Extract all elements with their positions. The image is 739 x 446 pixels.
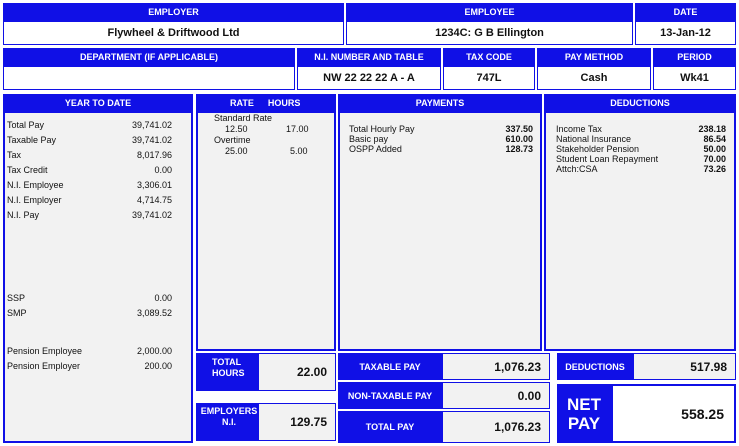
ytd-item-row — [7, 195, 172, 205]
ytd-item-value: 39,741.02 — [131, 120, 172, 130]
payment-item-label: Basic pay — [349, 134, 389, 144]
payment-item-label: Total Hourly Pay — [349, 124, 415, 134]
payment-item-label: OSPP Added — [349, 144, 402, 154]
net-pay-value: 558.25 — [611, 384, 736, 443]
payment-item-value: 610.00 — [505, 134, 533, 144]
payment-item-value: 337.50 — [505, 124, 533, 134]
ytd-item-value: 0.00 — [154, 165, 172, 175]
deduction-item-label: Income Tax — [556, 124, 602, 134]
ni-number-header: N.I. NUMBER AND TABLE — [297, 48, 441, 66]
ytd-item-value: 3,306.01 — [136, 180, 172, 190]
employer-header: EMPLOYER — [3, 3, 344, 21]
rate-item-1-name: Overtime — [214, 135, 251, 145]
department-header: DEPARTMENT (IF APPLICABLE) — [3, 48, 295, 66]
ytd-item-row — [7, 210, 172, 220]
payment-item-row — [349, 144, 533, 154]
ytd-pension-employer-value: 200.00 — [144, 361, 172, 371]
employee-header: EMPLOYEE — [346, 3, 633, 21]
employer-value: Flywheel & Driftwood Ltd — [3, 21, 344, 45]
ytd-smp-value: 3,089.52 — [136, 308, 172, 318]
non-taxable-pay-label: NON-TAXABLE PAY — [338, 382, 442, 409]
deductions-header: DEDUCTIONS — [544, 94, 736, 111]
period-value: Wk41 — [653, 66, 736, 90]
ytd-ssp-row — [7, 293, 172, 303]
ytd-header: YEAR TO DATE — [3, 94, 193, 111]
rate-hours-header — [196, 94, 336, 111]
deduction-item-row — [556, 134, 726, 144]
deduction-item-value: 73.26 — [703, 164, 726, 174]
tax-code-value: 747L — [443, 66, 535, 90]
net-pay-label — [557, 384, 611, 443]
rate-item-0-name: Standard Rate — [214, 113, 273, 123]
date-value: 13-Jan-12 — [635, 21, 736, 45]
non-taxable-pay-value: 0.00 — [442, 382, 550, 409]
rates-panel — [196, 111, 336, 351]
net-pay-label-line1: NET — [567, 394, 601, 414]
total-hours-label-text: TOTAL HOURS — [212, 357, 245, 378]
ytd-pension-employer-row — [7, 361, 172, 371]
ytd-item-row — [7, 135, 172, 145]
rate-item-0-rate: 12.50 — [225, 124, 248, 134]
ytd-pension-employer-label: Pension Employer — [7, 361, 81, 371]
ytd-pension-employee-row — [7, 346, 172, 356]
rate-item-1-hours: 5.00 — [290, 146, 308, 156]
taxable-pay-label: TAXABLE PAY — [338, 353, 442, 380]
tax-code-header: TAX CODE — [443, 48, 535, 66]
hours-label: HOURS — [267, 97, 301, 108]
ytd-item-value: 39,741.02 — [131, 135, 172, 145]
total-hours-value: 22.00 — [258, 353, 336, 391]
ni-number-value: NW 22 22 22 A - A — [297, 66, 441, 90]
payment-item-row — [349, 134, 533, 144]
ytd-item-label: Taxable Pay — [7, 135, 57, 145]
ytd-ssp-value: 0.00 — [154, 293, 172, 303]
net-pay-label-line2: PAY — [567, 413, 601, 433]
deduction-item-row — [556, 144, 726, 154]
ytd-pension-employee-value: 2,000.00 — [136, 346, 172, 356]
period-header: PERIOD — [653, 48, 736, 66]
employers-ni-value: 129.75 — [258, 403, 336, 441]
deduction-item-value: 238.18 — [698, 124, 726, 134]
total-deductions-label: DEDUCTIONS — [557, 353, 633, 380]
deduction-item-label: Attch:CSA — [556, 164, 598, 174]
ytd-panel — [3, 111, 193, 443]
payments-header: PAYMENTS — [338, 94, 542, 111]
department-value — [3, 66, 295, 90]
ytd-item-row — [7, 165, 172, 175]
taxable-pay-value: 1,076.23 — [442, 353, 550, 380]
deduction-item-row — [556, 124, 726, 134]
ytd-item-label: Tax — [7, 150, 22, 160]
pay-method-value: Cash — [537, 66, 651, 90]
payment-item-row — [349, 124, 533, 134]
ytd-item-row — [7, 150, 172, 160]
deduction-item-label: Student Loan Repayment — [556, 154, 659, 164]
ytd-item-label: Total Pay — [7, 120, 45, 130]
deduction-item-value: 86.54 — [703, 134, 726, 144]
ytd-item-label: N.I. Employee — [7, 180, 64, 190]
total-pay-value: 1,076.23 — [442, 411, 550, 443]
date-header: DATE — [635, 3, 736, 21]
ytd-item-value: 39,741.02 — [131, 210, 172, 220]
rate-label: RATE — [230, 97, 254, 108]
total-pay-label: TOTAL PAY — [338, 411, 442, 443]
ytd-item-row — [7, 120, 172, 130]
payment-item-value: 128.73 — [505, 144, 533, 154]
ytd-item-label: N.I. Pay — [7, 210, 40, 220]
pay-method-header: PAY METHOD — [537, 48, 651, 66]
rate-item-1-rate: 25.00 — [225, 146, 248, 156]
ytd-item-row — [7, 180, 172, 190]
ytd-item-value: 8,017.96 — [136, 150, 172, 160]
ytd-item-value: 4,714.75 — [136, 195, 172, 205]
ytd-pension-employee-label: Pension Employee — [7, 346, 83, 356]
total-deductions-value: 517.98 — [633, 353, 736, 380]
ytd-item-label: Tax Credit — [7, 165, 48, 175]
employee-value: 1234C: G B Ellington — [346, 21, 633, 45]
ytd-smp-label: SMP — [7, 308, 27, 318]
deduction-item-row — [556, 154, 726, 164]
deduction-item-value: 50.00 — [703, 144, 726, 154]
deduction-item-label: National Insurance — [556, 134, 632, 144]
ytd-item-label: N.I. Employer — [7, 195, 62, 205]
deduction-item-label: Stakeholder Pension — [556, 144, 640, 154]
deduction-item-row — [556, 164, 726, 174]
employers-ni-label — [196, 403, 258, 441]
ytd-ssp-label: SSP — [7, 293, 26, 303]
ytd-smp-row — [7, 308, 172, 318]
deduction-item-value: 70.00 — [703, 154, 726, 164]
total-hours-label — [196, 353, 258, 391]
employers-ni-label-text: EMPLOYERS N.I. — [200, 406, 258, 427]
rate-item-0-hours: 17.00 — [286, 124, 309, 134]
